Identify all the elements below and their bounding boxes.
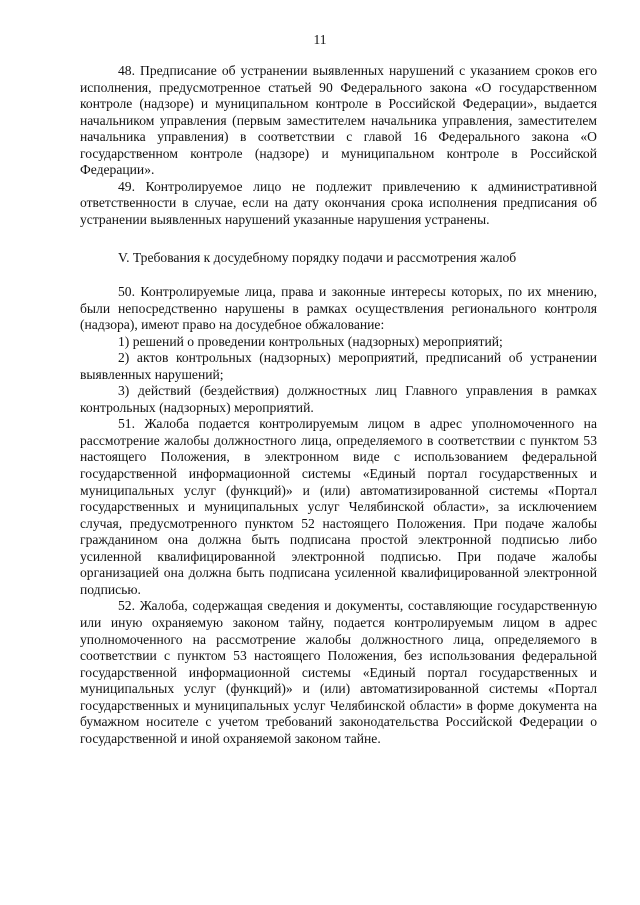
paragraph-48: 48. Предписание об устранении выявленных нарушений с указанием сроков его исполнения, предусмотренное статьей 90 Федерального закона «О государственном контроле (надзоре) и муниципальном контроле в Российской Федерации», выдается начальником управления (первым заместителем начальника управления, заместителем начальника управления) в соответствии с главой 16 Федерального закона «О государственном контроле (надзоре) и муниципальном контроле в Российской Федерации». [80, 63, 597, 178]
list-item-2: 2) актов контрольных (надзорных) мероприятий, предписаний об устранении выявленных нарушений; [80, 350, 597, 382]
section-heading: V. Требования к досудебному порядку подачи и рассмотрения жалоб [118, 250, 517, 266]
document-body [80, 63, 597, 747]
paragraph-50: 50. Контролируемые лица, права и законные интересы которых, по их мнению, были непосредственно нарушены в рамках осуществления регионального контроля (надзора), имеют право на досудебное обжалование: [80, 284, 597, 333]
paragraph-51: 51. Жалоба подается контролируемым лицом в адрес уполномоченного на рассмотрение жалобы должностного лица, определяемого в соответствии с пунктом 53 настоящего Положения, в электронном виде с использованием федеральной государственной информационной системы «Единый портал государственных и муниципальных услуг (функций)» и (или) автоматизированной системы «Портал государственных и муниципальных услуг Челябинской области», за исключением случая, предусмотренного пунктом 52 настоящего Положения. При подаче жалобы гражданином она должна быть подписана простой электронной подписью либо усиленной квалифицированной электронной подписью. При подаче жалобы организацией она должна быть подписана усиленной квалифицированной электронной подписью. [80, 416, 597, 597]
spacer [80, 228, 597, 250]
page-number: 11 [313, 32, 327, 47]
list-item-3: 3) действий (бездействия) должностных лиц Главного управления в рамках контрольных (надзорных) мероприятий. [80, 383, 597, 415]
list-item-1: 1) решений о проведении контрольных (надзорных) мероприятий; [118, 333, 503, 349]
paragraph-49: 49. Контролируемое лицо не подлежит привлечению к административной ответственности в случае, если на дату окончания срока исполнения предписания об устранении выявленных нарушений указанные нарушения устранены. [80, 178, 597, 227]
paragraph-52: 52. Жалоба, содержащая сведения и документы, составляющие государственную или иную охраняемую законом тайну, подается контролируемым лицом в адрес уполномоченного на рассмотрение жалобы должностного лица, определяемого в соответствии с пунктом 53 настоящего Положения, без использования федеральной государственной информационной системы «Единый портал государственных и муниципальных услуг (функций)» и (или) автоматизированной системы «Портал государственных и муниципальных услуг Челябинской области» в форме документа на бумажном носителе с учетом требований законодательства Российской Федерации о государственной и иной охраняемой законом тайне. [80, 598, 597, 746]
spacer [80, 267, 597, 284]
